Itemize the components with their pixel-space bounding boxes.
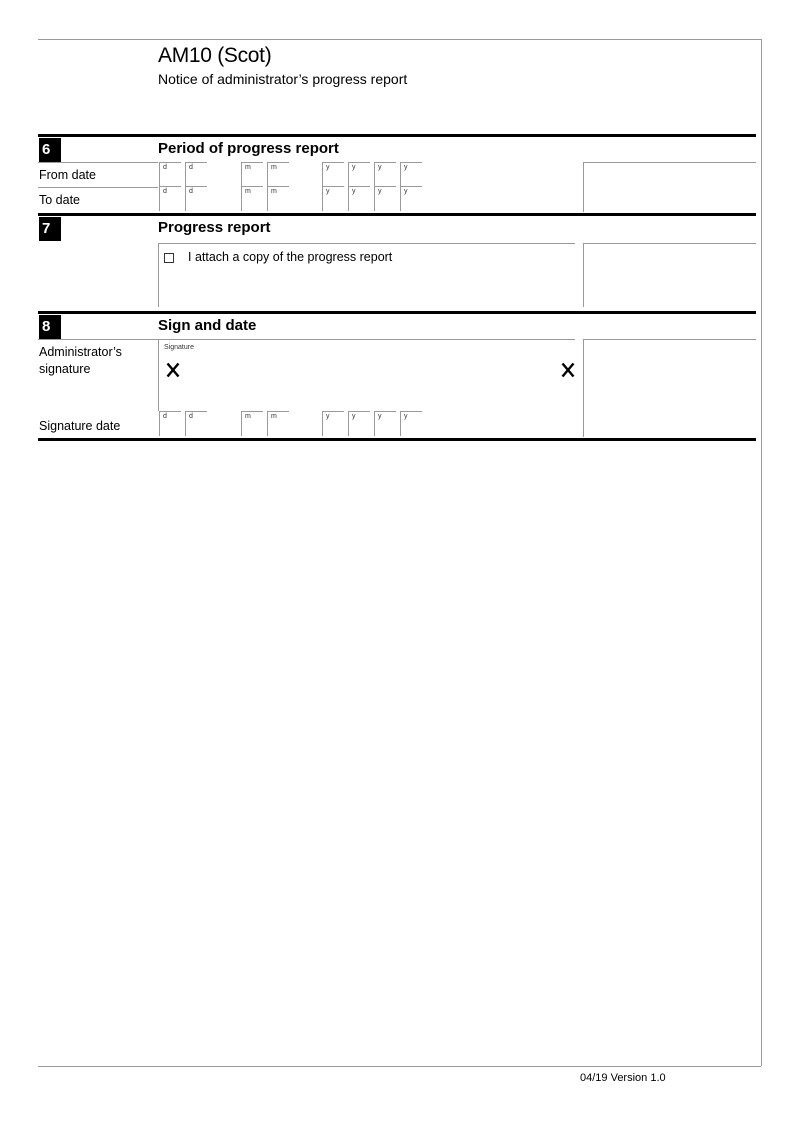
date-digit-hint: d xyxy=(163,413,167,420)
date-digit-box[interactable] xyxy=(348,162,370,187)
signature-box-top xyxy=(158,339,575,340)
date-digit-box[interactable] xyxy=(267,162,289,187)
date-digit-hint: y xyxy=(378,413,382,420)
date-digit-hint: y xyxy=(378,164,382,171)
date-digit-box[interactable] xyxy=(348,411,370,436)
form-version: 04/19 Version 1.0 xyxy=(580,1072,666,1084)
date-digit-box[interactable] xyxy=(374,162,396,187)
attach-report-checkbox[interactable] xyxy=(164,253,174,263)
date-digit-hint: y xyxy=(352,413,356,420)
section8-margin-left xyxy=(583,339,584,437)
date-digit-hint: d xyxy=(189,413,193,420)
date-digit-hint: y xyxy=(404,413,408,420)
date-digit-box[interactable] xyxy=(374,186,396,211)
section6-margin-top xyxy=(583,162,756,163)
section6-rule xyxy=(38,134,756,137)
section7-margin-left xyxy=(583,243,584,307)
section6-title: Period of progress report xyxy=(158,140,339,157)
date-digit-hint: y xyxy=(352,188,356,195)
section8-label-rule xyxy=(38,339,158,340)
date-digit-hint: d xyxy=(189,188,193,195)
section7-margin-top xyxy=(583,243,756,244)
date-digit-box[interactable] xyxy=(400,411,422,436)
form-title: Notice of administrator’s progress report xyxy=(158,71,408,87)
date-digit-hint: d xyxy=(163,188,167,195)
right-border xyxy=(761,39,762,1066)
date-digit-hint: y xyxy=(326,164,330,171)
section7-title: Progress report xyxy=(158,219,271,236)
date-digit-box[interactable] xyxy=(185,162,207,187)
date-digit-hint: y xyxy=(352,164,356,171)
from-date-label: From date xyxy=(39,168,96,182)
administrator-signature-label: Administrator’s signature xyxy=(39,345,122,376)
section8-title: Sign and date xyxy=(158,317,257,334)
attach-report-label: I attach a copy of the progress report xyxy=(188,250,393,264)
form-code: AM10 (Scot) xyxy=(158,44,272,67)
section7-box-top xyxy=(158,243,575,244)
section8-rule xyxy=(38,311,756,314)
section6-margin-left xyxy=(583,162,584,212)
date-digit-hint: y xyxy=(378,188,382,195)
section8-margin-top xyxy=(583,339,756,340)
section7-box-left xyxy=(158,243,159,307)
section7-number: 7 xyxy=(39,217,61,241)
date-digit-hint: m xyxy=(271,164,277,171)
date-digit-box[interactable] xyxy=(267,411,289,436)
date-digit-hint: y xyxy=(404,164,408,171)
signature-hint: Signature xyxy=(164,344,194,351)
date-digit-hint: y xyxy=(326,188,330,195)
date-digit-box[interactable] xyxy=(241,162,263,187)
date-digit-hint: d xyxy=(189,164,193,171)
date-digit-box[interactable] xyxy=(241,186,263,211)
date-digit-box[interactable] xyxy=(374,411,396,436)
section8-number: 8 xyxy=(39,315,61,339)
signature-right-cross-icon xyxy=(561,362,575,378)
section8-bottom-rule xyxy=(38,438,756,441)
date-digit-hint: m xyxy=(271,188,277,195)
date-digit-box[interactable] xyxy=(348,186,370,211)
top-border xyxy=(38,39,761,40)
date-digit-box[interactable] xyxy=(159,186,181,211)
date-digit-box[interactable] xyxy=(322,186,344,211)
date-digit-box[interactable] xyxy=(185,186,207,211)
date-digit-box[interactable] xyxy=(241,411,263,436)
date-digit-hint: m xyxy=(245,164,251,171)
date-digit-hint: y xyxy=(326,413,330,420)
date-digit-hint: d xyxy=(163,164,167,171)
section7-rule xyxy=(38,213,756,216)
signature-date-label: Signature date xyxy=(39,419,121,433)
date-digit-box[interactable] xyxy=(322,411,344,436)
section6-label-rule-2 xyxy=(38,187,158,188)
date-digit-box[interactable] xyxy=(267,186,289,211)
date-digit-box[interactable] xyxy=(322,162,344,187)
bottom-border xyxy=(38,1066,761,1067)
section6-label-rule xyxy=(38,162,158,163)
to-date-label: To date xyxy=(39,193,81,207)
date-digit-box[interactable] xyxy=(159,162,181,187)
signature-field[interactable] xyxy=(159,355,575,410)
date-digit-box[interactable] xyxy=(400,162,422,187)
signature-left-cross-icon xyxy=(166,362,180,378)
date-digit-box[interactable] xyxy=(185,411,207,436)
date-digit-hint: y xyxy=(404,188,408,195)
date-digit-box[interactable] xyxy=(159,411,181,436)
section6-number: 6 xyxy=(39,138,61,162)
date-digit-hint: m xyxy=(245,413,251,420)
date-digit-hint: m xyxy=(245,188,251,195)
date-digit-hint: m xyxy=(271,413,277,420)
date-digit-box[interactable] xyxy=(400,186,422,211)
